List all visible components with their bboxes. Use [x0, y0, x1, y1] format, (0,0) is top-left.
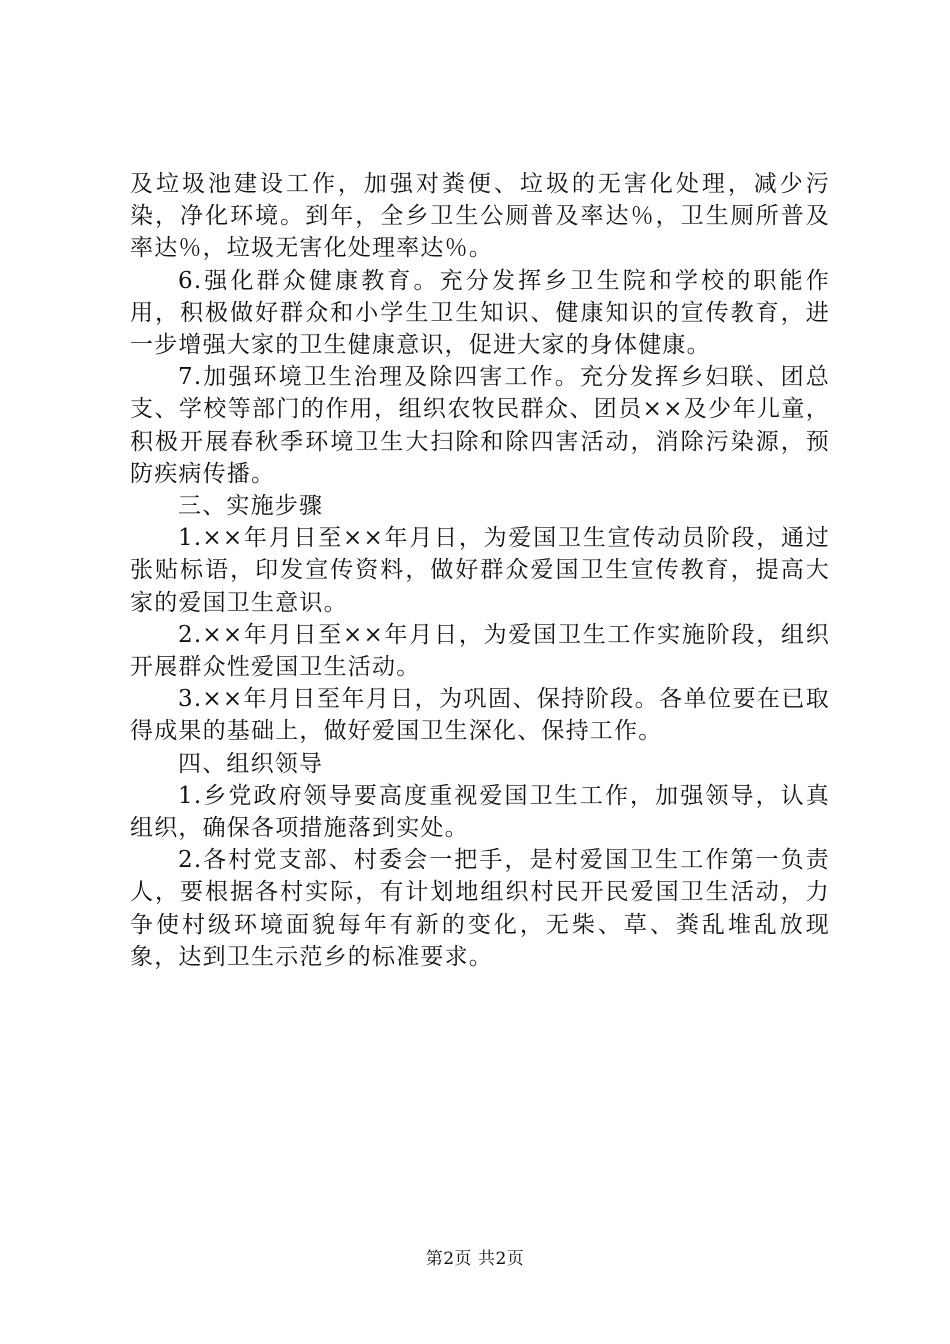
paragraph-continuation: 及垃圾池建设工作，加强对粪便、垃圾的无害化处理，减少污染，净化环境。到年，全乡卫生公厕普及率达％，卫生厕所普及率达％，垃圾无害化处理率达％。 — [130, 171, 830, 262]
paragraph-step-3: 3.××年月日至年月日，为巩固、保持阶段。各单位要在已取得成果的基础上，做好爱国卫生深化、保持工作。 — [130, 686, 830, 745]
page-footer: 第2页 共2页 — [425, 1249, 525, 1269]
section-heading-implementation-steps: 三、实施步骤 — [178, 493, 324, 520]
document-body — [130, 168, 830, 973]
paragraph-item-7: 7.加强环境卫生治理及除四害工作。充分发挥乡妇联、团总支、学校等部门的作用，组织农牧民群众、团员××及少年儿童，积极开展春秋季环境卫生大扫除和除四害活动，消除污染源，预防疾病传播。 — [130, 364, 830, 487]
section-heading-organization: 四、组织领导 — [178, 750, 324, 777]
paragraph-org-1: 1.乡党政府领导要高度重视爱国卫生工作，加强领导，认真组织，确保各项措施落到实处。 — [130, 782, 830, 842]
paragraph-org-2: 2.各村党支部、村委会一把手，是村爱国卫生工作第一负责人，要根据各村实际，有计划地组织村民开民爱国卫生活动，力争使村级环境面貌每年有新的变化，无柴、草、粪乱堆乱放现象，达到卫生示范乡的标准要求。 — [130, 847, 830, 970]
paragraph-item-6: 6.强化群众健康教育。充分发挥乡卫生院和学校的职能作用，积极做好群众和小学生卫生知识、健康知识的宣传教育，进一步增强大家的卫生健康意识，促进大家的身体健康。 — [130, 267, 830, 359]
paragraph-step-2: 2.××年月日至××年月日，为爱国卫生工作实施阶段，组织开展群众性爱国卫生活动。 — [130, 621, 830, 681]
paragraph-step-1: 1.××年月日至××年月日，为爱国卫生宣传动员阶段，通过张贴标语，印发宣传资料，做好群众爱国卫生宣传教育，提高大家的爱国卫生意识。 — [130, 525, 830, 616]
